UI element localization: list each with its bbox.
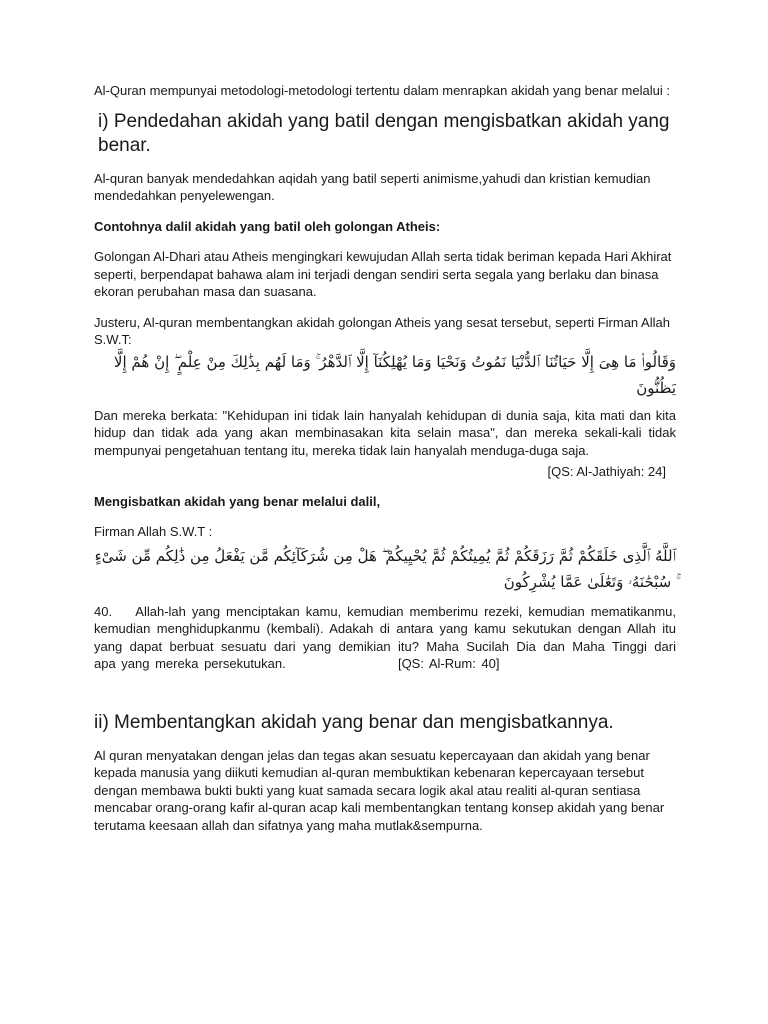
section-1-paragraph-1: Al-quran banyak mendedahkan aqidah yang batil seperti animisme,yahudi dan kristian kemudian mendedahkan penyelewengan. [94, 170, 651, 203]
reference-jathiyah: [QS: Al-Jathiyah: 24] [547, 464, 666, 479]
document-page [94, 82, 682, 834]
firman-allah-label: Firman Allah S.W.T : [94, 524, 213, 539]
translation-jathiyah: Dan mereka berkata: "Kehidupan ini tidak lain hanyalah kehidupan di dunia saja, kita mati dan kita hidup dan tidak ada yang akan membinasakan kita selain masa", dan mereka sekali-kali tidak mempunyai pengetahuan tentang itu, mereka tidak lain hanyalah menduga-duga saja. [94, 407, 676, 458]
section-2-paragraph: Al quran menyatakan dengan jelas dan tegas akan sesuatu kepercayaan dan akidah yang benar kepada manusia yang diikuti kemudian al-quran membuktikan kebenaran kepercayaan tersebut dengan membawa bukti bukti yang kuat samada secara logik akal atau realiti al-quran sentiasa mencabar orang-orang kafir al-quran acap kali membentangkan tentang konsep akidah yang benar terutama keesaan allah dan sifatnya yang maha mutlak&sempurna. [94, 747, 665, 833]
section-2-heading: ii) Membentangkan akidah yang benar dan mengisbatkannya. [94, 711, 614, 733]
arabic-verse-rum: ٱللَّهُ ٱلَّذِى خَلَقَكُمْ ثُمَّ رَزَقَكُمْ ثُمَّ يُمِيتُكُمْ ثُمَّ يُحْيِيكُمْ ۖ هَلْ مِن شُرَكَآئِكُم مَّن يَفْعَلُ مِن ذَٰلِكُم مِّن شَىْءٍ ۚ سُبْحَٰنَهُۥ وَتَعَٰلَىٰ عَمَّا يُشْرِكُونَ [94, 546, 676, 591]
section-1-paragraph-3: Justeru, Al-quran membentangkan akidah golongan Atheis yang sesat tersebut, seperti Firman Allah S.W.T: [94, 314, 670, 347]
section-1-paragraph-2: Golongan Al-Dhari atau Atheis mengingkari kewujudan Allah serta tidak beriman kepada Hari Akhirat seperti, berpendapat bahawa alam ini terjadi dengan sendiri serta segala yang berlaku dan binasa ekoran perubahan masa dan suasana. [94, 249, 672, 299]
atheis-example-heading: Contohnya dalil akidah yang batil oleh golongan Atheis: [94, 218, 441, 234]
arabic-verse-jathiyah: وَقَالُوا۟ مَا هِىَ إِلَّا حَيَاتُنَا ٱلدُّنْيَا نَمُوتُ وَنَحْيَا وَمَا يُهْلِكُنَآ إِلَّا ٱلدَّهْرُ ۚ وَمَا لَهُم بِذَٰلِكَ مِنْ عِلْمٍ ۖ إِنْ هُمْ إِلَّا يَظُنُّونَ [113, 352, 676, 397]
translation-rum: 40. Allah-lah yang menciptakan kamu, kemudian memberimu rezeki, kemudian mematikanmu, kemudian menghidupkanmu (kembali). Adakah di antara yang kamu sekutukan dengan Allah itu yang dapat berbuat sesuatu dari yang demikian itu? Maha Sucilah Dia dan Maha Tinggi dari apa yang mereka persekutukan. [QS: Al-Rum: 40] [94, 603, 682, 671]
isbat-heading: Mengisbatkan akidah yang benar melalui dalil, [94, 493, 381, 509]
intro-paragraph: Al-Quran mempunyai metodologi-metodologi tertentu dalam menrapkan akidah yang benar melalui : [94, 83, 670, 98]
section-1-heading: i) Pendedahan akidah yang batil dengan mengisbatkan akidah yang benar. [98, 110, 670, 156]
